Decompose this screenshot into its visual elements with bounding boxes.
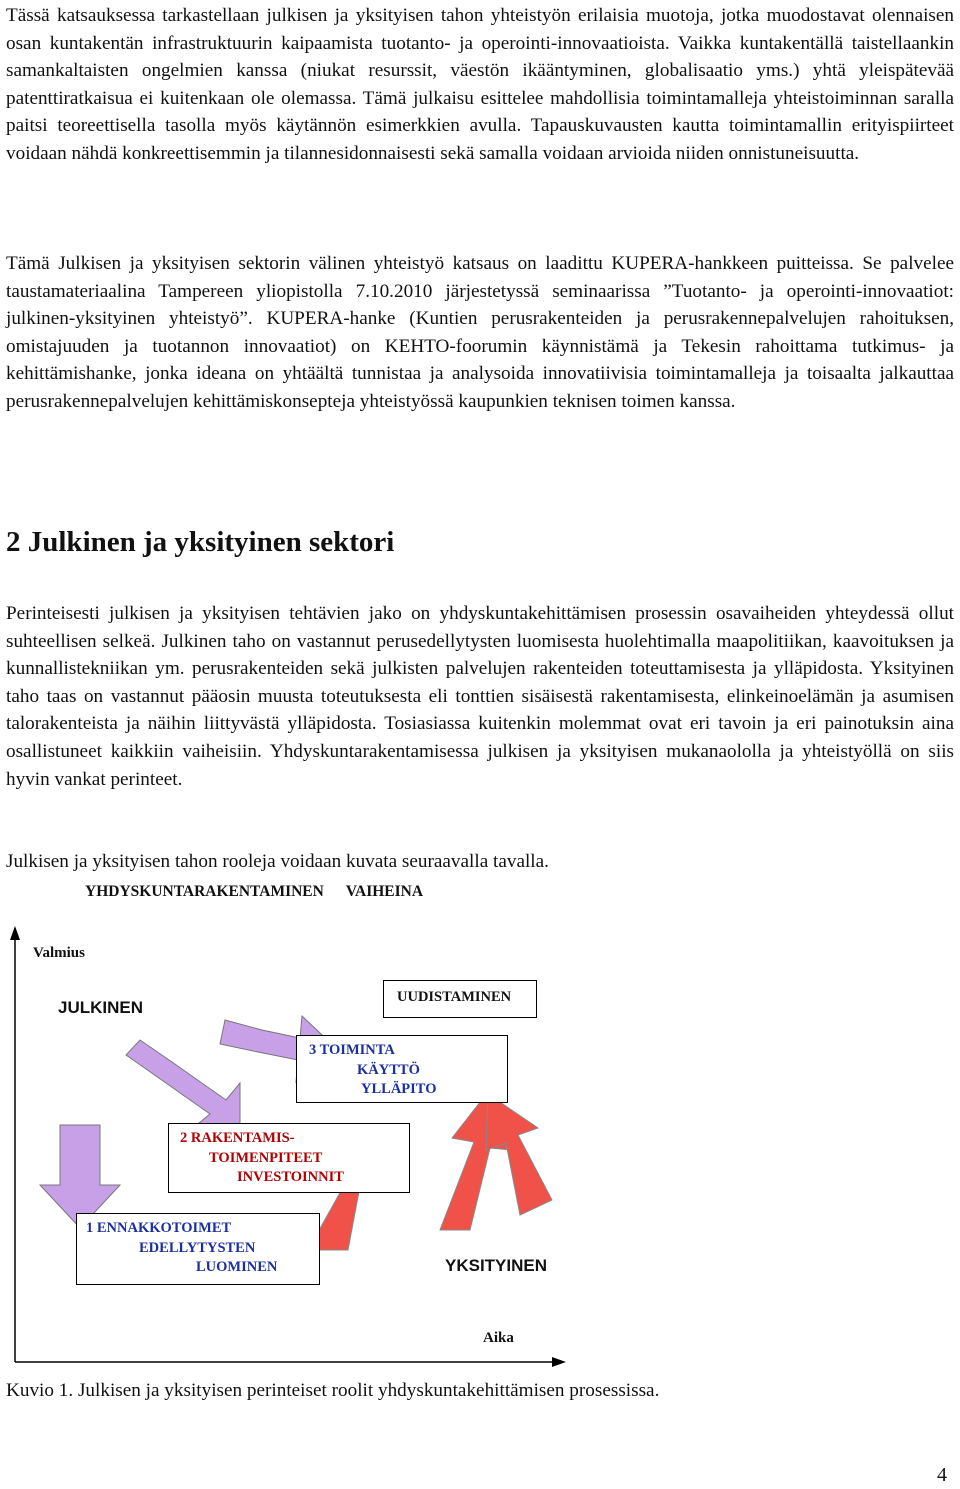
public-arrows	[40, 1016, 338, 1228]
public-arrow-2	[126, 1040, 240, 1132]
private-arrow-3	[486, 1094, 552, 1215]
phase-2-line-1: 2 RAKENTAMIS-	[180, 1130, 295, 1146]
phase-1-line-2: EDELLYTYSTEN	[139, 1239, 256, 1256]
phase-1-line-3: LUOMINEN	[196, 1259, 278, 1275]
paragraph-kupera: Tämä Julkisen ja yksityisen sektorin välinen yhteistyö katsaus on laadittu KUPERA-hankkeen puitteissa. Se palvelee taustamateriaalina Tampereen yliopistolla 7.10.2010 järjestetyssä seminaarissa ”Tuotanto- ja operointi-innovaatiot: julkinen-yksityinen yhteistyö”. KUPERA-hanke (Kuntien perusrakenteiden ja perusrakennepalvelujen rahoituksen, omistajuuden ja tuotannon innovaatiot) on KEHTO-foorumin käynnistämä ja Tekesin rahoittama tutkimus- ja kehittämishanke, jonka ideana on yhtäältä tunnistaa ja analysoida innovatiivisia toimintamalleja ja toisaalta jalkauttaa perusrakennepalvelujen kehittämiskonsepteja yhteistyössä kaupunkien teknisen toimen kanssa.	[6, 253, 954, 412]
y-axis-label: Valmius	[33, 945, 85, 961]
phase-2-line-2: TOIMENPITEET	[209, 1149, 323, 1166]
phase-1-line-1: 1 ENNAKKOTOIMET	[86, 1220, 232, 1236]
renewal-box	[383, 980, 537, 1018]
phase-3-line-3: YLLÄPITO	[361, 1081, 437, 1097]
page-number: 4	[937, 1464, 947, 1486]
phase-3-line-2: KÄYTTÖ	[357, 1061, 420, 1078]
x-axis-arrowhead	[552, 1357, 566, 1367]
public-label: JULKINEN	[58, 998, 144, 1017]
diagram-title-part-1: YHDYSKUNTARAKENTAMINEN	[85, 883, 324, 900]
figure-intro-text: Julkisen ja yksityisen tahon rooleja voidaan kuvata seuraavalla tavalla.	[6, 851, 549, 872]
renewal-label: UUDISTAMINEN	[397, 989, 512, 1005]
x-axis-label: Aika	[483, 1330, 514, 1346]
phase-2-box	[168, 1123, 410, 1193]
phase-2-line-3: INVESTOINNIT	[237, 1169, 344, 1185]
paragraph-roles: Perinteisesti julkisen ja yksityisen tehtävien jako on yhdyskuntakehittämisen prosessin osavaiheiden yhteydessä ollut suhteellisen selkeä. Julkinen taho on vastannut perusedellytysten luomisesta huolehtimalla maapolitiikan, kaavoituksen ja kunnallistekniikan ym. perusrakenteiden sekä julkisten palvelujen rakenteiden toteuttamisesta ja ylläpidosta. Yksityinen taho taas on vastannut pääosin muusta toteutuksesta eli tonttien sisäisestä rakentamisesta, elinkeinoelämän ja asumisen talorakenteista ja näihin liittyvästä ylläpidosta. Tosiasiassa kuitenkin molemmat ovat eri tavoin ja eri painotuksin aina osallistuneet kaikkiin vaiheisiin. Yhdyskuntarakentamisessa julkisen ja yksityisen mukanaololla ja yhteistyöllä on siis hyvin vankat perinteet.	[6, 603, 954, 790]
diagram-title-part-2: VAIHEINA	[345, 883, 424, 900]
phase-3-box	[296, 1035, 508, 1103]
phase-3-line-1: 3 TOIMINTA	[309, 1042, 395, 1058]
phase-1-box	[76, 1213, 320, 1285]
figure-caption: Kuvio 1. Julkisen ja yksityisen perinteiset roolit yhdyskuntakehittämisen prosessissa.	[6, 1380, 660, 1401]
private-label: YKSITYINEN	[445, 1256, 548, 1275]
y-axis-arrowhead	[10, 926, 20, 940]
paragraph-intro: Tässä katsauksessa tarkastellaan julkisen ja yksityisen tahon yhteistyön erilaisia muotoja, jotka muodostavat olennaisen osan kuntakentän infrastruktuurin kaipaamista tuotanto- ja operointi-innovaatioista. Vaikka kuntakentällä taistellaankin samankaltaisten ongelmien kanssa (niukat resurssit, väestön ikääntyminen, globalisaatio yms.) yhtä yleispätevää patenttiratkaisua ei kuitenkaan ole olemassa. Tämä julkaisu esittelee mahdollisia toimintamalleja yhteistoiminnan saralla paitsi teoreettisella tasolla myös käytännön esimerkkien avulla. Tapauskuvausten kautta toimintamallin erityispiirteet voidaan nähdä konkreettisemmin ja tilannesidonnaisesti sekä samalla voidaan arvioida niiden onnistuneisuutta.	[6, 5, 954, 164]
section-heading: 2 Julkinen ja yksityinen sektori	[6, 526, 395, 558]
